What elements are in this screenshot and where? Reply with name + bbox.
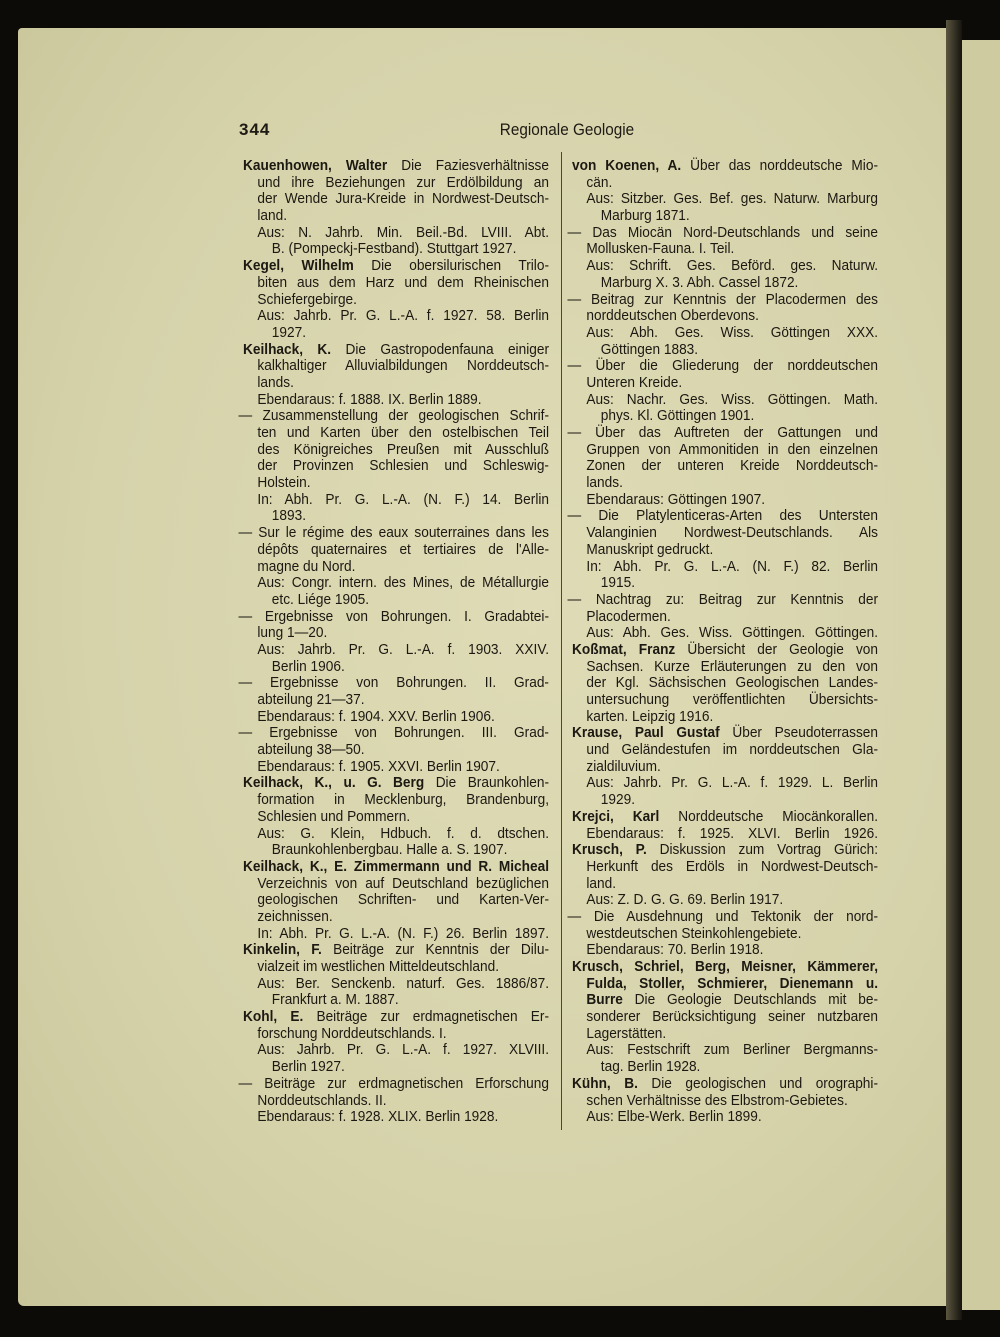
line-text: Lagerstätten. bbox=[586, 1024, 667, 1042]
entry-heading-line bbox=[572, 725, 878, 742]
bibliography-line bbox=[572, 375, 878, 392]
entry-heading-line bbox=[572, 158, 878, 175]
line-text: abteilung 21—37. bbox=[257, 691, 365, 708]
author-name: Kohl, E. bbox=[243, 1008, 304, 1026]
running-head: Regionale Geologie bbox=[499, 120, 635, 139]
line-text: Norddeutsche Miocänkorallen. bbox=[659, 807, 878, 825]
line-text: dépôts quaternaires et tertiaires de l'Alle- bbox=[257, 540, 549, 558]
bibliography-line bbox=[572, 976, 878, 993]
line-text: Ebendaraus: f. 1928. XLIX. Berlin 1928. bbox=[257, 1108, 499, 1126]
line-text: schen Verhältnisse des Elbstrom-Gebietes. bbox=[586, 1091, 848, 1109]
bibliography-line bbox=[572, 408, 878, 425]
line-text: Mollusken-Fauna. I. Teil. bbox=[586, 240, 735, 258]
line-text: — Ergebnisse von Bohrungen. I. Gradabtei- bbox=[238, 607, 549, 625]
bibliography-line bbox=[243, 876, 549, 893]
line-text: Aus: Z. D. G. G. 69. Berlin 1917. bbox=[586, 891, 784, 909]
line-text: Die Geologie Deutschlands mit be- bbox=[622, 991, 878, 1009]
bibliography-line bbox=[243, 709, 549, 726]
bibliography-line bbox=[243, 175, 549, 192]
entry-heading-line bbox=[572, 642, 878, 659]
line-text: Berlin 1906. bbox=[271, 657, 345, 675]
line-text: — Sur le régime des eaux souterraines dans les bbox=[238, 524, 549, 542]
bibliography-line bbox=[239, 725, 550, 742]
line-text: In: Abh. Pr. G. L.-A. (N. F.) 14. Berlin bbox=[257, 490, 549, 508]
bibliography-line bbox=[243, 826, 549, 843]
line-text: In: Abh. Pr. G. L.-A. (N. F.) 82. Berlin bbox=[586, 557, 878, 575]
bibliography-line bbox=[572, 942, 878, 959]
entry-heading-line bbox=[243, 258, 549, 275]
author-name: Krause, Paul Gustaf bbox=[572, 724, 720, 742]
line-text: — Die Platylenticeras-Arten des Untersten bbox=[567, 507, 878, 525]
author-name: Keilhack, K., E. Zimmermann und R. Micheal bbox=[243, 857, 549, 875]
bibliography-line bbox=[243, 1042, 549, 1059]
line-text: untersuchung veröffentlichten Übersichts- bbox=[586, 691, 878, 708]
line-text: Aus: Elbe-Werk. Berlin 1899. bbox=[586, 1108, 762, 1126]
entry-heading-line bbox=[572, 1076, 878, 1093]
line-text: Diskussion zum Vortrag Gürich: bbox=[646, 841, 878, 859]
bibliography-line bbox=[243, 926, 549, 943]
entry-heading-line bbox=[243, 859, 549, 876]
line-text: lands. bbox=[257, 373, 294, 391]
bibliography-line bbox=[572, 792, 878, 809]
bibliography-line bbox=[572, 442, 878, 459]
author-name: Fulda, Stoller, Schmierer, Dienemann u. bbox=[586, 974, 878, 992]
bibliography-line bbox=[572, 1026, 878, 1043]
bibliography-line bbox=[243, 909, 549, 926]
line-text: Aus: N. Jahrb. Min. Beil.-Bd. LVIII. Abt. bbox=[257, 223, 549, 241]
line-text: Ebendaraus: f. 1888. IX. Berlin 1889. bbox=[257, 390, 482, 408]
line-text: Marburg 1871. bbox=[600, 207, 690, 225]
author-name: Kegel, Wilhelm bbox=[243, 257, 354, 275]
line-text: Ebendaraus: Göttingen 1907. bbox=[586, 490, 765, 508]
line-text: und Geländestufen im norddeutschen Gla- bbox=[586, 741, 878, 759]
bibliography-line bbox=[572, 241, 878, 258]
line-text: ten und Karten über den ostelbischen Teil bbox=[257, 424, 549, 441]
bibliography-line bbox=[239, 408, 550, 425]
line-text: Berlin 1927. bbox=[271, 1058, 345, 1076]
line-text: Ebendaraus: 70. Berlin 1918. bbox=[586, 941, 764, 959]
bibliography-line bbox=[572, 458, 878, 475]
line-text: phys. Kl. Göttingen 1901. bbox=[600, 407, 755, 425]
bibliography-line bbox=[572, 1093, 878, 1110]
line-text: karten. Leipzig 1916. bbox=[586, 707, 714, 725]
line-text: — Beitrag zur Kenntnis der Placodermen des bbox=[567, 290, 878, 308]
line-text: 1915. bbox=[600, 574, 636, 592]
line-text: — Nachtrag zu: Beitrag zur Kenntnis der bbox=[567, 590, 878, 608]
line-text: Die obersilurischen Trilo- bbox=[353, 257, 549, 275]
bibliography-line bbox=[243, 191, 549, 208]
line-text: Über Pseudoterrassen bbox=[719, 724, 878, 742]
bibliography-line bbox=[243, 442, 549, 459]
bibliography-line bbox=[243, 659, 549, 676]
line-text: — Das Miocän Nord-Deutschlands und seine bbox=[567, 223, 878, 241]
line-text: geologischen Schriften- und Karten-Ver- bbox=[257, 891, 549, 909]
page-header bbox=[239, 120, 889, 142]
bibliography-line bbox=[243, 959, 549, 976]
bibliography-line bbox=[572, 1109, 878, 1126]
line-text: kalkhaltiger Alluvialbildungen Norddeutsch- bbox=[257, 357, 549, 375]
line-text: Schiefergebirge. bbox=[257, 290, 357, 308]
entry-heading-line bbox=[243, 158, 549, 175]
author-name: Burre bbox=[586, 991, 623, 1009]
line-text: der Wende Jura-Kreide in Nordwest-Deutsch- bbox=[257, 190, 549, 208]
bibliography-line bbox=[243, 225, 549, 242]
bibliography-line bbox=[568, 909, 879, 926]
bibliography-line bbox=[572, 175, 878, 192]
bibliography-line bbox=[572, 325, 878, 342]
line-text: zialdiluvium. bbox=[586, 757, 661, 775]
line-text: Verzeichnis von auf Deutschland bezüglichen bbox=[257, 874, 549, 892]
line-text: Aus: G. Klein, Hdbuch. f. d. dtschen. bbox=[257, 824, 549, 842]
bibliography-line bbox=[572, 609, 878, 626]
line-text: Aus: Jahrb. Pr. G. L.-A. f. 1927. XLVIII. bbox=[257, 1041, 549, 1059]
bibliography-line bbox=[572, 1009, 878, 1026]
bibliography-line bbox=[572, 759, 878, 776]
bibliography-line bbox=[568, 508, 879, 525]
bibliography-line bbox=[243, 208, 549, 225]
line-text: Placodermen. bbox=[586, 607, 671, 625]
bibliography-line bbox=[243, 692, 549, 709]
bibliography-line bbox=[243, 992, 549, 1009]
line-text: formation in Mecklenburg, Brandenburg, bbox=[257, 791, 549, 809]
line-text: etc. Liége 1905. bbox=[271, 590, 370, 608]
bibliography-line bbox=[243, 976, 549, 993]
line-text: zeichnissen. bbox=[257, 907, 333, 925]
line-text: lung 1—20. bbox=[257, 624, 328, 642]
line-text: westdeutschen Steinkohlengebiete. bbox=[586, 924, 802, 942]
bibliography-line bbox=[572, 258, 878, 275]
bibliography-line bbox=[243, 425, 549, 442]
author-name: Krusch, Schriel, Berg, Meisner, Kämmerer, bbox=[572, 958, 878, 975]
bibliography-line bbox=[572, 892, 878, 909]
line-text: Frankfurt a. M. 1887. bbox=[271, 991, 399, 1009]
line-text: norddeutschen Oberdevons. bbox=[586, 307, 759, 325]
line-text: Die Gastropodenfauna einiger bbox=[331, 340, 549, 358]
line-text: — Ergebnisse von Bohrungen. II. Grad- bbox=[238, 674, 549, 692]
bibliography-line bbox=[572, 625, 878, 642]
bibliography-line bbox=[568, 592, 879, 609]
line-text: vialzeit im westlichen Mitteldeutschland. bbox=[257, 958, 499, 975]
bibliography-line bbox=[243, 842, 549, 859]
line-text: Aus: Sitzber. Ges. Bef. ges. Naturw. Marburg bbox=[586, 190, 878, 208]
line-text: — Über die Gliederung der norddeutschen bbox=[567, 357, 878, 375]
line-text: Ebendaraus: f. 1905. XXVI. Berlin 1907. bbox=[257, 757, 500, 775]
book-gutter bbox=[946, 20, 962, 1320]
line-text: des Königreiches Preußen mit Ausschluß bbox=[257, 440, 549, 458]
bibliography-line bbox=[572, 826, 878, 843]
line-text: — Über das Auftreten der Gattungen und bbox=[567, 424, 878, 441]
bibliography-line bbox=[243, 325, 549, 342]
entry-heading-line bbox=[243, 775, 549, 792]
author-name: Kühn, B. bbox=[572, 1074, 638, 1092]
line-text: Schlesien und Pommern. bbox=[257, 807, 411, 825]
bibliography-line bbox=[243, 275, 549, 292]
column-divider bbox=[561, 152, 562, 1130]
bibliography-line bbox=[568, 225, 879, 242]
bibliography-line bbox=[572, 492, 878, 509]
author-name: Keilhack, K., u. G. Berg bbox=[243, 774, 425, 792]
line-text: lands. bbox=[586, 474, 623, 492]
line-text: — Die Ausdehnung und Tektonik der nord- bbox=[567, 907, 878, 925]
bibliography-line bbox=[572, 1059, 878, 1076]
bibliography-line bbox=[243, 1093, 549, 1110]
line-text: land. bbox=[257, 207, 288, 225]
entry-heading-line bbox=[572, 959, 878, 976]
bibliography-line bbox=[243, 508, 549, 525]
line-text: Aus: Jahrb. Pr. G. L.-A. f. 1929. L. Berlin bbox=[586, 774, 878, 792]
line-text: — Beiträge zur erdmagnetischen Erforschung bbox=[238, 1074, 549, 1092]
line-text: Norddeutschlands. II. bbox=[257, 1091, 387, 1109]
bibliography-line bbox=[572, 308, 878, 325]
line-text: Die Faziesverhältnisse bbox=[387, 157, 549, 174]
entry-heading-line bbox=[243, 942, 549, 959]
line-text: biten aus dem Harz und dem Rheinischen bbox=[257, 273, 549, 291]
line-text: abteilung 38—50. bbox=[257, 741, 365, 759]
line-text: Aus: Jahrb. Pr. G. L.-A. f. 1927. 58. Berlin bbox=[257, 307, 549, 325]
bibliography-line bbox=[568, 425, 879, 442]
bibliography-line bbox=[243, 642, 549, 659]
line-text: B. (Pompeckj-Festband). Stuttgart 1927. bbox=[271, 240, 517, 258]
bibliography-line bbox=[572, 859, 878, 876]
line-text: Holstein. bbox=[257, 474, 311, 492]
bibliography-line bbox=[239, 1076, 550, 1093]
bibliography-line bbox=[243, 375, 549, 392]
author-name: Krejci, Karl bbox=[572, 807, 660, 825]
bibliography-line bbox=[243, 358, 549, 375]
left-column bbox=[238, 157, 550, 1126]
bibliography-line bbox=[243, 759, 549, 776]
line-text: Beiträge zur erdmagnetischen Er- bbox=[303, 1008, 549, 1026]
bibliography-line bbox=[243, 792, 549, 809]
bibliography-line bbox=[243, 458, 549, 475]
author-name: von Koenen, A. bbox=[572, 157, 682, 174]
line-text: Die geologischen und orographi- bbox=[637, 1074, 878, 1092]
bibliography-line bbox=[568, 292, 879, 309]
line-text: Unteren Kreide. bbox=[586, 373, 683, 391]
bibliography-line bbox=[572, 992, 878, 1009]
line-text: magne du Nord. bbox=[257, 557, 356, 575]
author-name: Keilhack, K. bbox=[243, 340, 332, 358]
bibliography-line bbox=[239, 609, 550, 626]
line-text: Aus: Nachr. Ges. Wiss. Göttingen. Math. bbox=[586, 390, 878, 408]
bibliography-line bbox=[572, 475, 878, 492]
bibliography-line bbox=[243, 742, 549, 759]
bibliography-line bbox=[572, 342, 878, 359]
bibliography-line bbox=[572, 275, 878, 292]
bibliography-line bbox=[572, 876, 878, 893]
bibliography-line bbox=[243, 1059, 549, 1076]
bibliography-line bbox=[568, 358, 879, 375]
line-text: Gruppen von Ammonitiden in den einzelnen bbox=[586, 440, 878, 458]
bibliography-line bbox=[572, 392, 878, 409]
author-name: Krusch, P. bbox=[572, 841, 647, 859]
bibliography-line bbox=[243, 392, 549, 409]
bibliography-line bbox=[243, 542, 549, 559]
entry-heading-line bbox=[243, 1009, 549, 1026]
bibliography-line bbox=[243, 492, 549, 509]
bibliography-line bbox=[243, 1109, 549, 1126]
line-text: cän. bbox=[586, 173, 613, 191]
bibliography-line bbox=[572, 542, 878, 559]
bibliography-line bbox=[243, 892, 549, 909]
entry-heading-line bbox=[243, 342, 549, 359]
author-name: Koßmat, Franz bbox=[572, 640, 676, 658]
line-text: Sachsen. Kurze Erläuterungen zu den von bbox=[586, 657, 878, 675]
line-text: Marburg X. 3. Abh. Cassel 1872. bbox=[600, 273, 799, 291]
line-text: Zonen der unteren Kreide Norddeutsch- bbox=[586, 457, 878, 475]
line-text: Aus: Jahrb. Pr. G. L.-A. f. 1903. XXIV. bbox=[257, 640, 549, 658]
bibliography-line bbox=[239, 675, 550, 692]
line-text: Aus: Congr. intern. des Mines, de Métallurgie bbox=[257, 574, 549, 592]
bibliography-line bbox=[572, 675, 878, 692]
line-text: — Zusammenstellung der geologischen Schrif- bbox=[238, 407, 549, 425]
bibliography-line bbox=[572, 575, 878, 592]
bibliography-line bbox=[243, 241, 549, 258]
bibliography-line bbox=[243, 1026, 549, 1043]
line-text: Ebendaraus: f. 1925. XLVI. Berlin 1926. bbox=[586, 824, 878, 842]
bibliography-line bbox=[572, 709, 878, 726]
line-text: 1893. bbox=[271, 507, 307, 525]
bibliography-line bbox=[572, 659, 878, 676]
line-text: tag. Berlin 1928. bbox=[600, 1058, 701, 1076]
bibliography-line bbox=[243, 625, 549, 642]
bibliography-line bbox=[572, 559, 878, 576]
line-text: Beiträge zur Kenntnis der Dilu- bbox=[321, 941, 550, 959]
line-text: der Provinzen Schlesien und Schleswig- bbox=[257, 457, 549, 475]
line-text: Übersicht der Geologie von bbox=[675, 640, 878, 658]
entry-heading-line bbox=[572, 842, 878, 859]
bibliography-line bbox=[572, 525, 878, 542]
line-text: land. bbox=[586, 874, 617, 892]
page-number: 344 bbox=[239, 120, 271, 139]
line-text: forschung Norddeutschlands. I. bbox=[257, 1024, 447, 1042]
line-text: Aus: Schrift. Ges. Beförd. ges. Naturw. bbox=[586, 257, 878, 275]
line-text: In: Abh. Pr. G. L.-A. (N. F.) 26. Berlin 1897. bbox=[257, 924, 549, 942]
line-text: Aus: Festschrift zum Berliner Bergmanns- bbox=[586, 1041, 878, 1059]
line-text: 1929. bbox=[600, 791, 636, 809]
line-text: Ebendaraus: f. 1904. XXV. Berlin 1906. bbox=[257, 707, 495, 725]
right-column bbox=[567, 157, 878, 1126]
line-text: Valanginien Nordwest-Deutschlands. Als bbox=[586, 524, 878, 542]
line-text: Herkunft des Erdöls in Nordwest-Deutsch- bbox=[586, 857, 878, 875]
author-name: Kinkelin, F. bbox=[243, 941, 322, 959]
bibliography-line bbox=[572, 775, 878, 792]
line-text: Aus: Abh. Ges. Wiss. Göttingen. Göttingen. bbox=[586, 624, 878, 642]
facing-page-edge bbox=[962, 40, 1000, 1310]
bibliography-line bbox=[572, 742, 878, 759]
bibliography-line bbox=[243, 292, 549, 309]
line-text: Braunkohlenbergbau. Halle a. S. 1907. bbox=[271, 841, 508, 859]
author-name: Kauenhowen, Walter bbox=[243, 157, 388, 174]
bibliography-line bbox=[243, 475, 549, 492]
line-text: und ihre Beziehungen zur Erdölbildung an bbox=[257, 173, 549, 191]
bibliography-line bbox=[572, 692, 878, 709]
bibliography-line bbox=[243, 308, 549, 325]
line-text: Göttingen 1883. bbox=[600, 340, 699, 358]
line-text: Die Braunkohlen- bbox=[424, 774, 549, 792]
bibliography-line bbox=[572, 926, 878, 943]
bibliography-line bbox=[243, 809, 549, 826]
line-text: Aus: Abh. Ges. Wiss. Göttingen XXX. bbox=[586, 323, 878, 341]
bibliography-line bbox=[243, 592, 549, 609]
bibliography-line bbox=[243, 559, 549, 576]
line-text: Manuskript gedruckt. bbox=[586, 540, 714, 558]
bibliography-line bbox=[572, 208, 878, 225]
line-text: — Ergebnisse von Bohrungen. III. Grad- bbox=[238, 724, 549, 742]
bibliography-line bbox=[239, 525, 550, 542]
entry-heading-line bbox=[572, 809, 878, 826]
line-text: Über das norddeutsche Mio- bbox=[681, 157, 878, 174]
line-text: der Kgl. Sächsischen Geologischen Landes- bbox=[586, 674, 878, 692]
line-text: sonderer Berücksichtigung seiner nutzbaren bbox=[586, 1008, 878, 1026]
bibliography-line bbox=[243, 575, 549, 592]
bibliography-line bbox=[572, 191, 878, 208]
line-text: Aus: Ber. Senckenb. naturf. Ges. 1886/87. bbox=[257, 974, 549, 992]
bibliography-line bbox=[572, 1042, 878, 1059]
line-text: 1927. bbox=[271, 323, 307, 341]
